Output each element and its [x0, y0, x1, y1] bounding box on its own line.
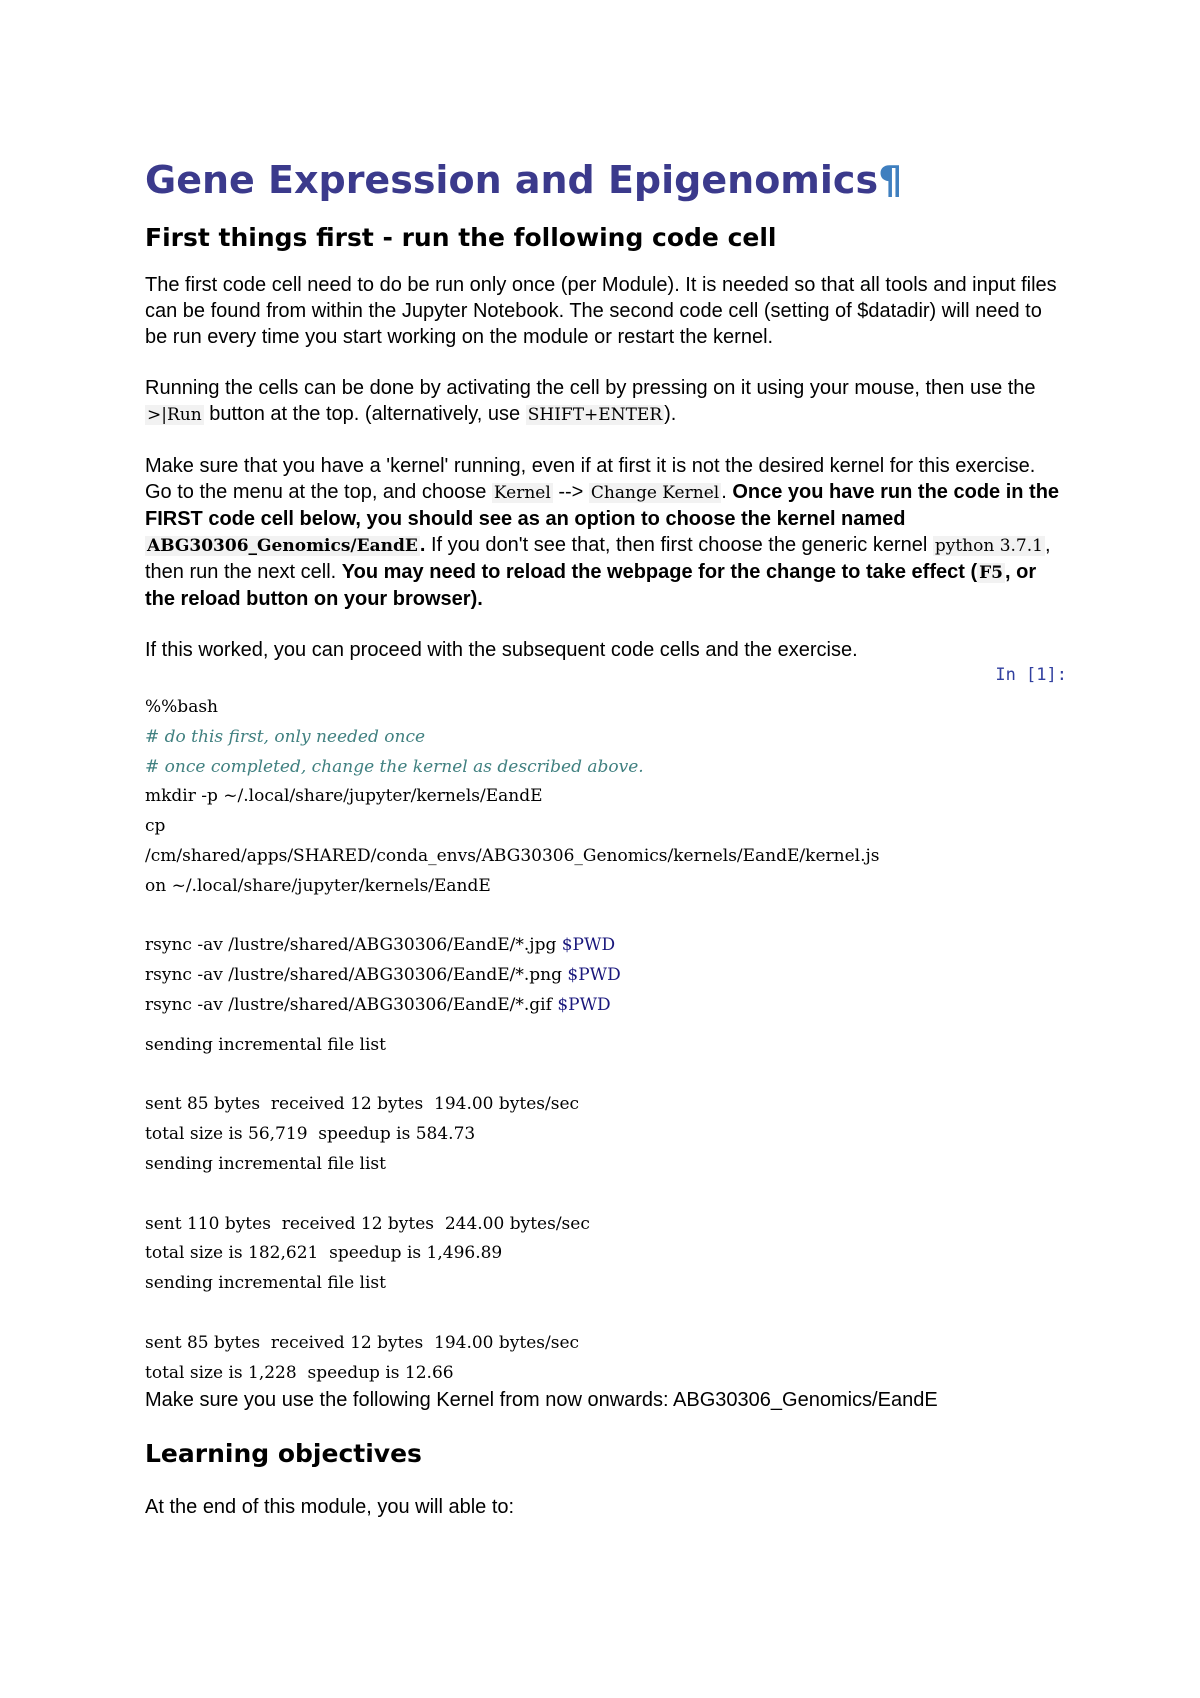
code-line: rsync -av /lustre/shared/ABG30306/EandE/*.png: [145, 965, 568, 986]
text-span: , or the reload button on your browser).: [145, 561, 1037, 610]
anchor-link[interactable]: ¶: [878, 158, 903, 202]
text-span: .: [721, 481, 733, 503]
text-span: Running the cells can be done by activating the cell by pressing on it using your mouse, then use the: [145, 377, 1036, 399]
code-comment: # once completed, change the kernel as described above.: [145, 756, 644, 777]
kernel-note-output: Make sure you use the following Kernel from now onwards: ABG30306_Genomics/EandE: [145, 1389, 938, 1412]
pwd-variable: $PWD: [561, 935, 616, 956]
code-line: rsync -av /lustre/shared/ABG30306/EandE/*.gif: [145, 994, 558, 1015]
intro-paragraph-2: [145, 375, 1065, 428]
notebook-page: [145, 150, 1065, 1520]
intro-paragraph-3: [145, 453, 1065, 612]
pwd-variable: $PWD: [567, 965, 621, 986]
bash-magic: %%bash: [145, 697, 218, 717]
output-line: sent 85 bytes received 12 bytes 194.00 bytes/sec: [145, 1094, 580, 1115]
kernel-menu-code: Kernel: [493, 483, 551, 503]
cell-prompt-row: [145, 663, 1065, 693]
pwd-variable: $PWD: [557, 994, 611, 1015]
code-comment: # do this first, only needed once: [145, 726, 426, 747]
output-line: total size is 1,228 speedup is 12.66: [145, 1362, 454, 1383]
python-version-code: python 3.7.1: [934, 536, 1043, 556]
output-line: sending incremental file list: [145, 1153, 386, 1174]
f5-key-code: F5: [979, 563, 1004, 583]
output-line: sent 110 bytes received 12 bytes 244.00 bytes/sec: [145, 1213, 590, 1234]
text-span: Make sure that you have a 'kernel' running, even if at first it is not the desired kernel for this exercise. Go to the menu at the top, and choose: [145, 455, 1036, 503]
title-text: Gene Expression and Epigenomics: [145, 158, 879, 202]
output-line: total size is 56,719 speedup is 584.73: [145, 1124, 476, 1145]
cell-output: [145, 1031, 1065, 1389]
text-span: , then run the next cell.: [145, 534, 1051, 583]
code-line: on ~/.local/share/jupyter/kernels/EandE: [145, 875, 491, 896]
code-line: /cm/shared/apps/SHARED/conda_envs/ABG30306_Genomics/kernels/EandE/kernel.js: [145, 845, 880, 866]
input-prompt: In [1]:: [995, 665, 1067, 685]
text-span: button at the top. (alternatively, use: [203, 403, 526, 425]
run-button-code: >|Run: [147, 405, 202, 425]
text-span: You may need to reload the webpage for the change to take effect (: [341, 561, 978, 583]
text-span: If you don't see that, then first choose the generic kernel: [425, 534, 933, 556]
code-line: mkdir -p ~/.local/share/jupyter/kernels/EandE: [145, 786, 543, 807]
shift-enter-code: SHIFT+ENTER: [527, 405, 663, 425]
change-kernel-code: Change Kernel: [590, 483, 720, 503]
text-span: ).: [664, 403, 677, 425]
code-cell[interactable]: [145, 693, 1065, 1021]
code-line: rsync -av /lustre/shared/ABG30306/EandE/*.jpg: [145, 935, 562, 956]
text-span: Once you have run the code in the FIRST code cell below, you should see as an option to choose the kernel named: [145, 481, 1060, 530]
text-span: -->: [552, 481, 589, 503]
output-line: sent 85 bytes received 12 bytes 194.00 bytes/sec: [145, 1332, 580, 1353]
output-line: total size is 182,621 speedup is 1,496.89: [145, 1243, 503, 1264]
intro-paragraph-4: If this worked, you can proceed with the subsequent code cells and the exercise.: [145, 639, 858, 661]
section-heading-first-things: First things first - run the following code cell: [145, 223, 777, 252]
text-span: .: [419, 534, 426, 556]
output-line: sending incremental file list: [145, 1273, 386, 1294]
kernel-name-code: ABG30306_Genomics/EandE: [147, 536, 418, 556]
output-line: sending incremental file list: [145, 1034, 386, 1055]
page-title: [145, 150, 1065, 210]
objectives-intro: At the end of this module, you will able to:: [145, 1496, 515, 1519]
intro-paragraph-1: The first code cell need to do be run only once (per Module). It is needed so that all tools and input files can be found from within the Jupyter Notebook. The second code cell (setting of $datadir) will need to be run every time you start working on the module or restart the kernel.: [145, 274, 1057, 348]
code-line: cp: [145, 816, 166, 837]
section-heading-learning-objectives: Learning objectives: [145, 1439, 422, 1469]
